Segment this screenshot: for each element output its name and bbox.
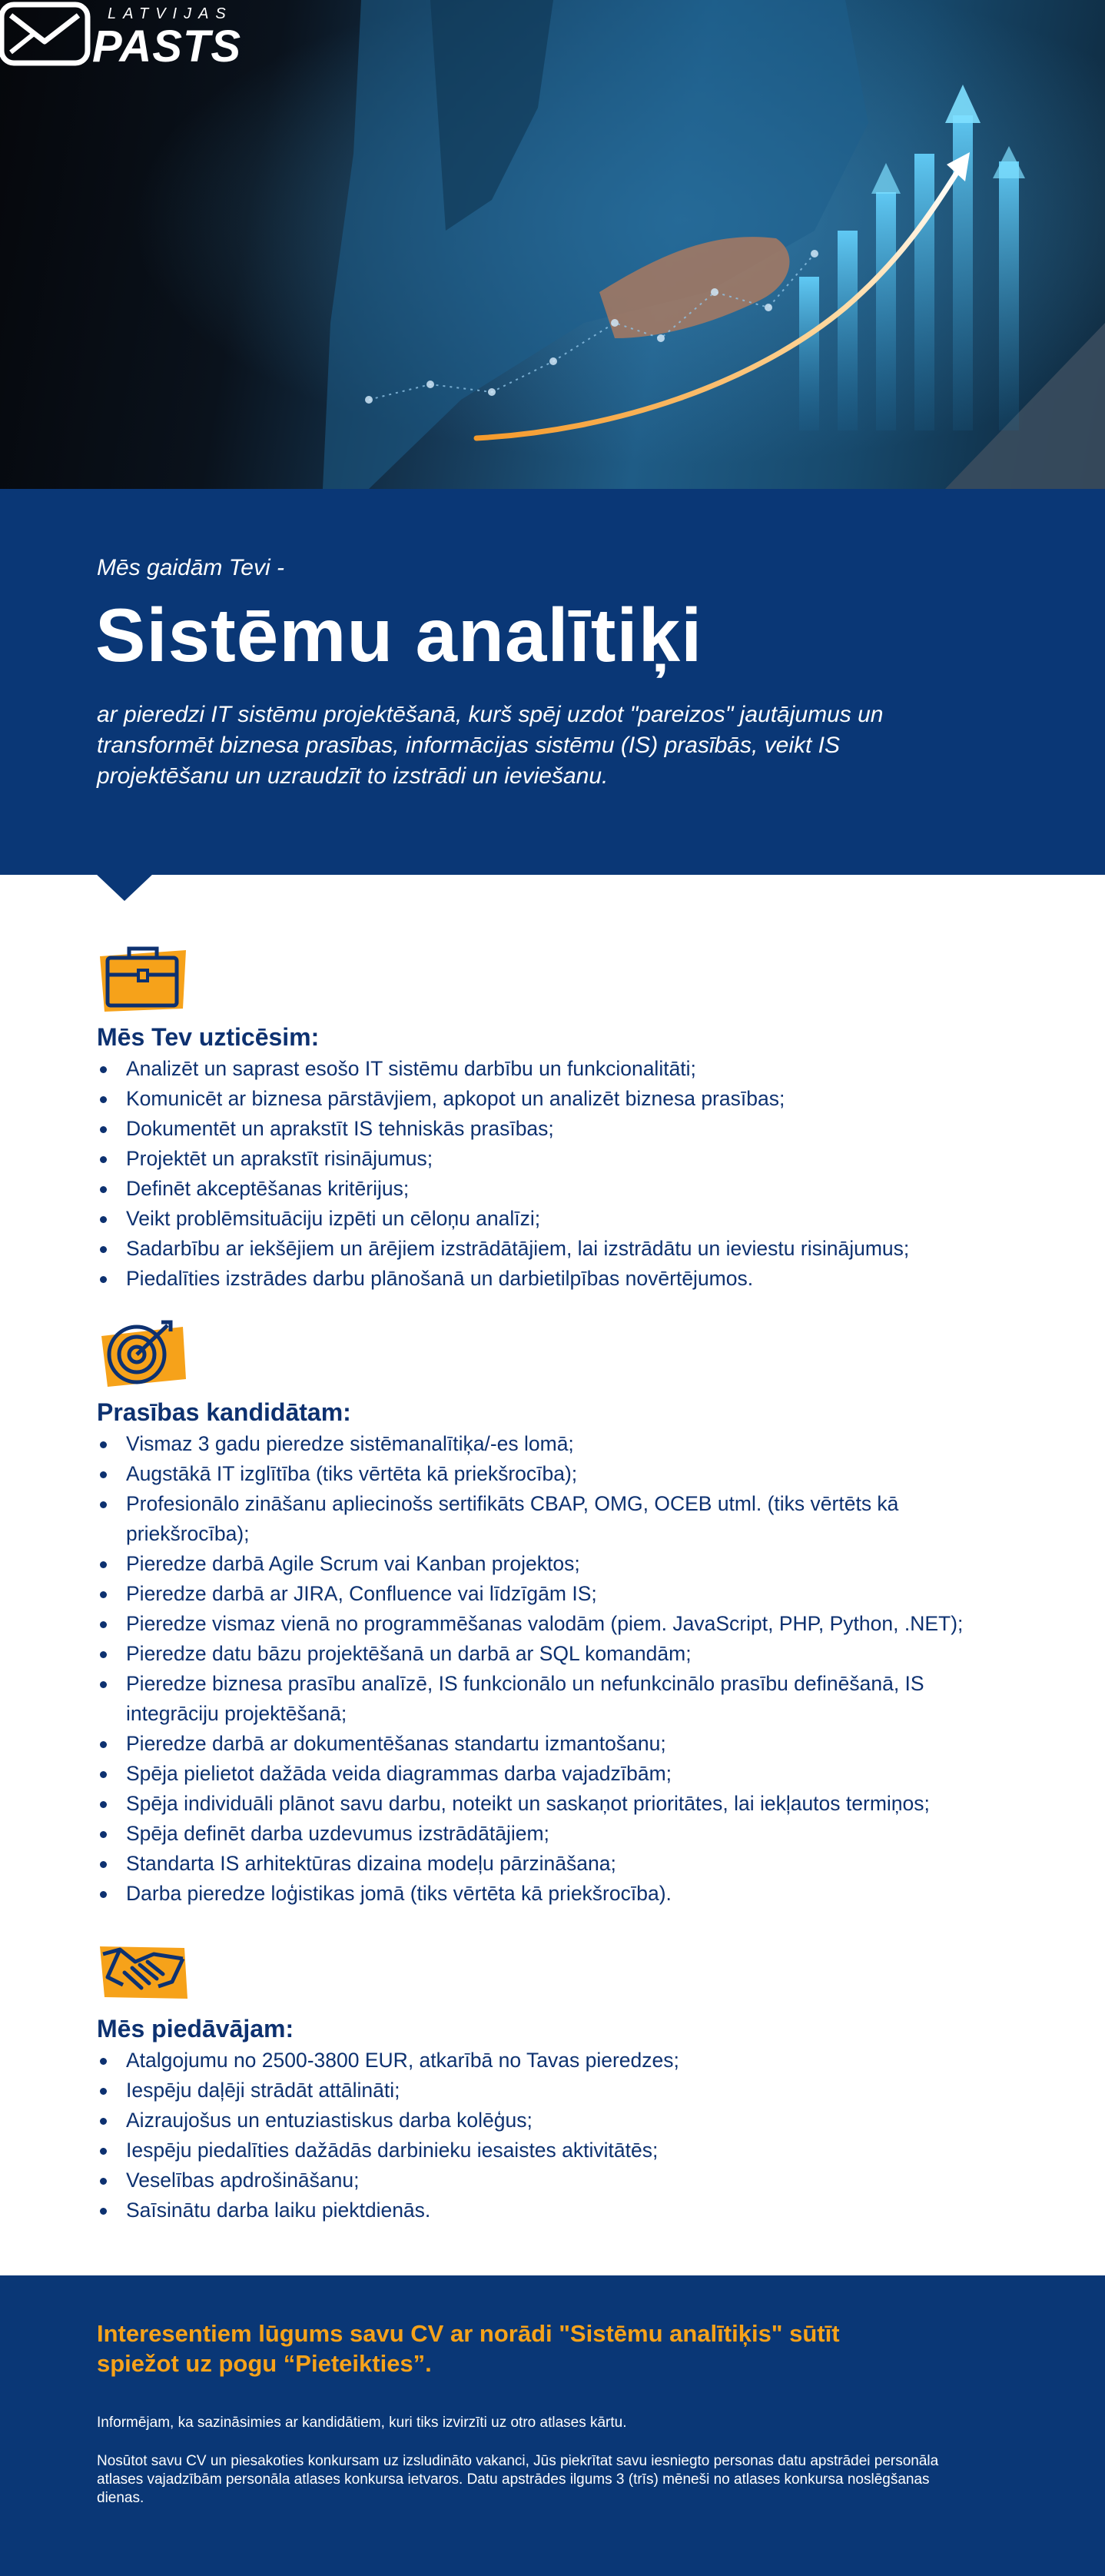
handshake-icon <box>97 1931 189 2005</box>
list-item: Piedalīties izstrādes darbu plānošanā un darbietilpības novērtējumos. <box>97 1264 1019 1294</box>
list-item: Iespēju daļēji strādāt attālināti; <box>97 2076 1019 2106</box>
list-item: Pieredze darbā ar JIRA, Confluence vai līdzīgām IS; <box>97 1579 1019 1609</box>
list-item: Augstākā IT izglītība (tiks vērtēta kā priekšrocība); <box>97 1459 1019 1489</box>
list-item: Pieredze datu bāzu projektēšanā un darbā ar SQL komandām; <box>97 1639 1019 1669</box>
list-item: Pieredze biznesa prasību analīzē, IS funkcionālo un nefunkcinālo prasību definēšanā, IS integrāciju projektēšanā; <box>97 1669 1019 1729</box>
intro-lead: ar pieredzi IT sistēmu projektēšanā, kurš spēj uzdot "pareizos" jautājumus un transformēt biznesa prasības, informācijas sistēmu (IS) prasībās, veikt IS projektēšanu un uzraudzīt to izstrādi un ieviešanu. <box>97 702 884 789</box>
intro-kicker: Mēs gaidām Tevi - <box>97 555 284 580</box>
responsibilities-section <box>97 939 1019 1294</box>
list-item: Pieredze darbā ar dokumentēšanas standartu izmantošanu; <box>97 1729 1019 1759</box>
logo-top-text: LATVIJAS <box>108 5 233 22</box>
list-item: Projektēt un aprakstīt risinājumus; <box>97 1144 1019 1174</box>
logo-main-text: PASTS <box>92 22 242 68</box>
list-item: Komunicēt ar biznesa pārstāvjiem, apkopot un analizēt biznesa prasības; <box>97 1084 1019 1114</box>
hero-banner <box>0 0 1105 489</box>
list-item: Vismaz 3 gadu pieredze sistēmanalītiķa/-es lomā; <box>97 1429 1019 1459</box>
hero-illustration <box>0 0 1105 489</box>
list-item: Veselības apdrošināšanu; <box>97 2166 1019 2195</box>
requirements-section <box>97 1315 1019 1909</box>
job-title: Sistēmu analītiķi <box>95 593 703 677</box>
list-item: Atalgojumu no 2500-3800 EUR, atkarībā no Tavas pieredzes; <box>97 2046 1019 2076</box>
apply-instruction: Interesentiem lūgums savu CV ar norādi "Sistēmu analītiķis" sūtīt spiežot uz pogu “Pieteikties”. <box>97 2320 840 2377</box>
target-icon <box>97 1315 189 1388</box>
list-item: Saīsinātu darba laiku piektdienās. <box>97 2195 1019 2225</box>
offer-list <box>97 2046 1019 2225</box>
list-item: Spēja pielietot dažāda veida diagrammas darba vajadzībām; <box>97 1759 1019 1789</box>
list-item: Definēt akceptēšanas kritērijus; <box>97 1174 1019 1204</box>
latvijas-pasts-logo <box>0 0 277 68</box>
responsibilities-list <box>97 1054 1019 1294</box>
briefcase-icon <box>97 939 189 1013</box>
list-item: Aizraujošus un entuziastiskus darba kolēģus; <box>97 2106 1019 2136</box>
requirements-list <box>97 1429 1019 1909</box>
responsibilities-title: Mēs Tev uzticēsim: <box>97 1023 320 1051</box>
list-item: Analizēt un saprast esošo IT sistēmu darbību un funkcionalitāti; <box>97 1054 1019 1084</box>
privacy-note: Nosūtot savu CV un piesakoties konkursam uz izsludināto vakanci, Jūs piekrītat savu iesniegto personas datu apstrādei personāla atlases vajadzībām personāla atlases konkursa ietvaros. Datu apstrādes ilgums 3 (trīs) mēneši no atlases konkursa noslēgšanas dienas. <box>97 2453 939 2506</box>
list-item: Sadarbību ar iekšējiem un ārējiem izstrādātājiem, lai izstrādātu un ieviestu risinājumus; <box>97 1234 1019 1264</box>
offer-title: Mēs piedāvājam: <box>97 2015 294 2043</box>
list-item: Veikt problēmsituāciju izpēti un cēloņu analīzi; <box>97 1204 1019 1234</box>
offer-section <box>97 1931 1019 2225</box>
list-item: Pieredze darbā Agile Scrum vai Kanban projektos; <box>97 1549 1019 1579</box>
list-item: Pieredze vismaz vienā no programmēšanas valodām (piem. JavaScript, PHP, Python, .NET); <box>97 1609 1019 1639</box>
contact-note: Informējam, ka sazināsimies ar kandidātiem, kuri tiks izvirzīti uz otro atlases kārtu. <box>97 2415 627 2431</box>
list-item: Darba pieredze loģistikas jomā (tiks vērtēta kā priekšrocība). <box>97 1879 1019 1909</box>
list-item: Iespēju piedalīties dažādās darbinieku iesaistes aktivitātēs; <box>97 2136 1019 2166</box>
list-item: Spēja definēt darba uzdevumus izstrādātājiem; <box>97 1819 1019 1849</box>
list-item: Dokumentēt un aprakstīt IS tehniskās prasības; <box>97 1114 1019 1144</box>
requirements-title: Prasības kandidātam: <box>97 1398 351 1426</box>
list-item: Spēja individuāli plānot savu darbu, noteikt un saskaņot prioritātes, lai iekļautos termiņos; <box>97 1789 1019 1819</box>
intro-pointer <box>95 873 154 901</box>
list-item: Standarta IS arhitektūras dizaina modeļu pārzināšana; <box>97 1849 1019 1879</box>
footer-section <box>0 2275 1105 2576</box>
list-item: Profesionālo zināšanu apliecinošs sertifikāts CBAP, OMG, OCEB utml. (tiks vērtēts kā priekšrocība); <box>97 1489 1019 1549</box>
intro-section <box>0 489 1105 875</box>
